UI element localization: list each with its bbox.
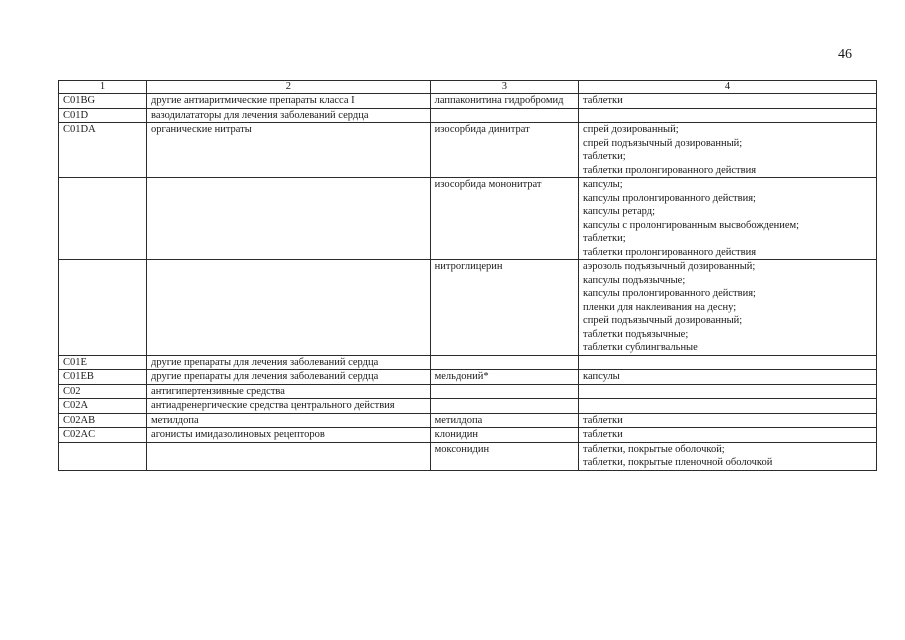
group-name-cell xyxy=(147,384,431,399)
atc-code-cell-text: C01E xyxy=(63,356,87,368)
group-name-cell xyxy=(147,178,431,260)
substance-cell xyxy=(430,178,578,260)
table-row xyxy=(59,384,877,399)
group-name-cell xyxy=(147,442,431,470)
substance-cell xyxy=(430,384,578,399)
column-header-3: 3 xyxy=(430,81,578,94)
atc-code-cell xyxy=(59,178,147,260)
atc-code-cell-text: C01D xyxy=(63,109,89,121)
substance-cell xyxy=(430,399,578,414)
atc-code-cell xyxy=(59,428,147,443)
substance-cell-text: клонидин xyxy=(434,429,479,440)
substance-cell xyxy=(430,123,578,178)
atc-code-cell-text: C01BG xyxy=(63,95,96,106)
page-number: 46 xyxy=(838,47,852,62)
dosage-form-item: таблетки пролонгированного действия xyxy=(583,246,757,258)
dosage-form-item: таблетки xyxy=(583,414,623,426)
substance-cell xyxy=(430,108,578,123)
dosage-form-item: таблетки, покрытые пленочной оболочкой xyxy=(583,457,773,468)
group-name-cell-text: агонисты имидазолиновых рецепторов xyxy=(151,429,325,440)
group-name-cell-text: метилдопа xyxy=(151,414,199,426)
group-name-cell-text: вазодилататоры для лечения заболеваний сердца xyxy=(151,109,369,121)
table-row xyxy=(59,355,877,370)
table-row xyxy=(59,428,877,443)
dosage-form-item: таблетки xyxy=(583,429,623,440)
dosage-form-item: таблетки xyxy=(583,95,623,106)
table-row xyxy=(59,399,877,414)
atc-code-cell xyxy=(59,94,147,109)
dosage-forms-cell xyxy=(579,260,877,356)
dosage-form-item: таблетки; xyxy=(583,233,626,244)
atc-code-cell xyxy=(59,260,147,356)
dosage-form-item: капсулы пролонгированного действия; xyxy=(583,192,756,204)
table-row xyxy=(59,178,877,260)
substance-cell xyxy=(430,428,578,443)
dosage-forms-cell xyxy=(579,178,877,260)
table-row xyxy=(59,260,877,356)
substance-cell-text: нитроглицерин xyxy=(434,261,503,272)
atc-code-cell xyxy=(59,413,147,428)
atc-code-cell xyxy=(59,384,147,399)
table-row xyxy=(59,370,877,385)
dosage-forms-cell xyxy=(579,108,877,123)
table-row xyxy=(59,94,877,109)
group-name-cell xyxy=(147,355,431,370)
substance-cell-text: моксонидин xyxy=(434,443,490,455)
dosage-forms-cell xyxy=(579,413,877,428)
dosage-form-item: капсулы; xyxy=(583,179,623,190)
group-name-cell xyxy=(147,260,431,356)
dosage-form-item: капсулы с пролонгированным высвобождением; xyxy=(583,219,800,231)
atc-code-cell xyxy=(59,442,147,470)
table-row xyxy=(59,123,877,178)
dosage-form-item: таблетки, покрытые оболочкой; xyxy=(583,443,725,455)
group-name-cell xyxy=(147,428,431,443)
dosage-form-item: таблетки сублингвальные xyxy=(583,342,698,353)
dosage-form-item: аэрозоль подъязычный дозированный; xyxy=(583,261,756,272)
substance-cell-text: мельдоний* xyxy=(434,371,489,382)
group-name-cell xyxy=(147,413,431,428)
table-row xyxy=(59,442,877,470)
group-name-cell xyxy=(147,108,431,123)
dosage-form-item: капсулы подъязычные; xyxy=(583,274,686,286)
atc-code-cell xyxy=(59,399,147,414)
dosage-forms-cell xyxy=(579,355,877,370)
atc-code-cell-text: C02A xyxy=(63,400,89,411)
group-name-cell xyxy=(147,123,431,178)
dosage-forms-cell xyxy=(579,442,877,470)
atc-code-cell-text: C02AC xyxy=(63,429,96,440)
column-header-4: 4 xyxy=(579,81,877,94)
substance-cell-text: метилдопа xyxy=(434,414,483,426)
dosage-forms-cell xyxy=(579,123,877,178)
drug-table xyxy=(58,80,877,471)
dosage-form-item: спрей дозированный; xyxy=(583,124,679,135)
dosage-form-item: капсулы xyxy=(583,371,620,382)
atc-code-cell-text: C01EB xyxy=(63,371,94,382)
group-name-cell-text: другие антиаритмические препараты класса I xyxy=(151,95,355,106)
dosage-forms-cell xyxy=(579,370,877,385)
dosage-forms-cell xyxy=(579,384,877,399)
group-name-cell xyxy=(147,370,431,385)
group-name-cell xyxy=(147,399,431,414)
substance-cell xyxy=(430,442,578,470)
group-name-cell xyxy=(147,94,431,109)
atc-code-cell xyxy=(59,370,147,385)
dosage-forms-cell xyxy=(579,428,877,443)
dosage-form-item: спрей подъязычный дозированный; xyxy=(583,137,743,149)
substance-cell xyxy=(430,94,578,109)
group-name-cell-text: органические нитраты xyxy=(151,124,252,135)
atc-code-cell-text: C02 xyxy=(63,385,81,397)
group-name-cell-text: другие препараты для лечения заболеваний сердца xyxy=(151,356,379,368)
dosage-form-item: пленки для наклеивания на десну; xyxy=(583,301,737,313)
column-header-2: 2 xyxy=(147,81,431,94)
substance-cell-text: лаппаконитина гидробромид xyxy=(434,95,564,106)
dosage-form-item: таблетки; xyxy=(583,151,626,162)
group-name-cell-text: антигипертензивные средства xyxy=(151,385,285,397)
substance-cell-text: изосорбида мононитрат xyxy=(434,179,542,190)
dosage-forms-cell xyxy=(579,399,877,414)
dosage-form-item: таблетки пролонгированного действия xyxy=(583,164,757,176)
table-row xyxy=(59,413,877,428)
table-header-row xyxy=(59,81,877,94)
atc-code-cell xyxy=(59,108,147,123)
column-header-1: 1 xyxy=(59,81,147,94)
substance-cell xyxy=(430,413,578,428)
dosage-form-item: капсулы пролонгированного действия; xyxy=(583,288,756,299)
dosage-form-item: капсулы ретард; xyxy=(583,206,656,217)
atc-code-cell-text: C01DA xyxy=(63,124,96,135)
atc-code-cell-text: C02AB xyxy=(63,414,96,426)
dosage-form-item: спрей подъязычный дозированный; xyxy=(583,315,743,326)
table-body xyxy=(59,94,877,471)
dosage-form-item: таблетки подъязычные; xyxy=(583,328,689,340)
dosage-forms-cell xyxy=(579,94,877,109)
group-name-cell-text: другие препараты для лечения заболеваний сердца xyxy=(151,371,379,382)
substance-cell xyxy=(430,260,578,356)
substance-cell-text: изосорбида динитрат xyxy=(434,124,530,135)
atc-code-cell xyxy=(59,123,147,178)
substance-cell xyxy=(430,370,578,385)
atc-code-cell xyxy=(59,355,147,370)
group-name-cell-text: антиадренергические средства центрального действия xyxy=(151,400,395,411)
table-row xyxy=(59,108,877,123)
substance-cell xyxy=(430,355,578,370)
